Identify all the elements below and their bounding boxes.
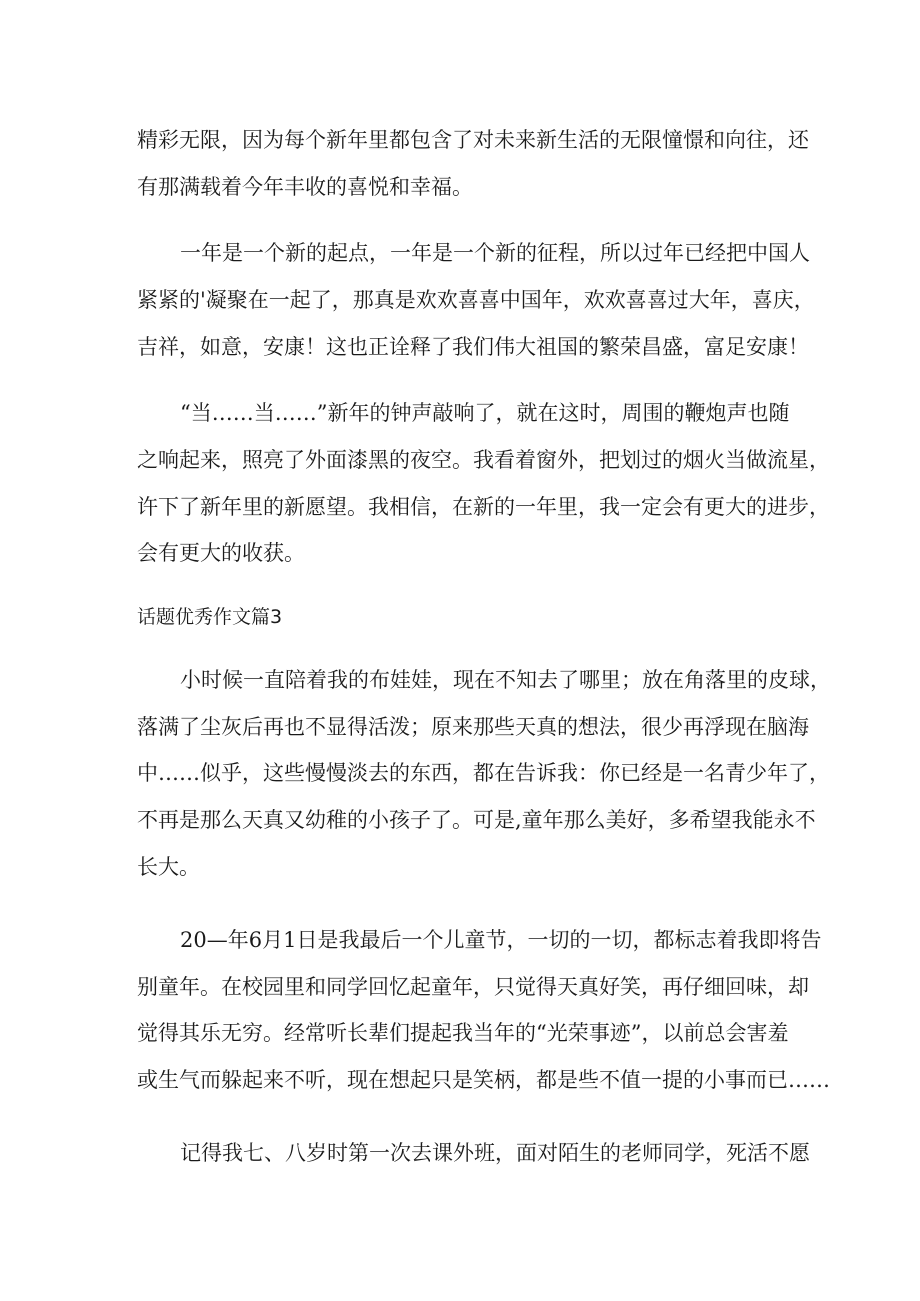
paragraph-2-line-3: 吉祥，如意，安康！这也正诠释了我们伟大祖国的繁荣昌盛，富足安康！ [137,335,809,359]
paragraph-4-line-3: 中……似乎，这些慢慢淡去的东西，都在告诉我：你已经是一名青少年了， [137,761,830,785]
paragraph-4-line-1: 小时候一直陪着我的布娃娃，现在不知去了哪里；放在角落里的皮球， [180,668,831,692]
paragraph-2-line-2: 紧紧的'凝聚在一起了，那真是欢欢喜喜中国年，欢欢喜喜过大年，喜庆， [137,288,815,312]
paragraph-5-line-4: 或生气而躲起来不听，现在想起只是笑柄，都是些不值一提的小事而已…… [137,1068,830,1092]
paragraph-1-line-1: 精彩无限，因为每个新年里都包含了对未来新生活的无限憧憬和向往，还 [137,128,809,152]
paragraph-3-line-2: 之响起来，照亮了外面漆黑的夜空。我看着窗外，把划过的烟火当做流星， [137,448,830,472]
paragraph-1-line-2: 有那满载着今年丰收的喜悦和幸福。 [137,175,473,199]
paragraph-5-line-1: 20—年6月1日是我最后一个儿童节，一切的一切，都标志着我即将告 [180,928,822,952]
paragraph-5-line-3: 觉得其乐无穷。经常听长辈们提起我当年的“光荣事迹”，以前总会害羞 [137,1021,789,1045]
paragraph-3-line-1: “当……当……”新年的钟声敲响了，就在这时，周围的鞭炮声也随 [180,401,790,425]
paragraph-6-line-1: 记得我七、八岁时第一次去课外班，面对陌生的老师同学，死活不愿 [180,1141,810,1165]
section-heading: 话题优秀作文篇3 [137,606,283,628]
paragraph-3-line-4: 会有更大的收获。 [137,541,305,565]
paragraph-4-line-5: 长大。 [137,855,200,879]
paragraph-5-line-2: 别童年。在校园里和同学回忆起童年，只觉得天真好笑，再仔细回味，却 [137,975,809,999]
paragraph-2-line-1: 一年是一个新的起点，一年是一个新的征程，所以过年已经把中国人 [180,241,810,265]
paragraph-4-line-2: 落满了尘灰后再也不显得活泼；原来那些天真的想法，很少再浮现在脑海 [137,715,809,739]
paragraph-3-line-3: 许下了新年里的新愿望。我相信，在新的一年里，我一定会有更大的进步， [137,495,830,519]
paragraph-4-line-4: 不再是那么天真又幼稚的小孩子了。可是,童年那么美好，多希望我能永不 [137,808,816,832]
